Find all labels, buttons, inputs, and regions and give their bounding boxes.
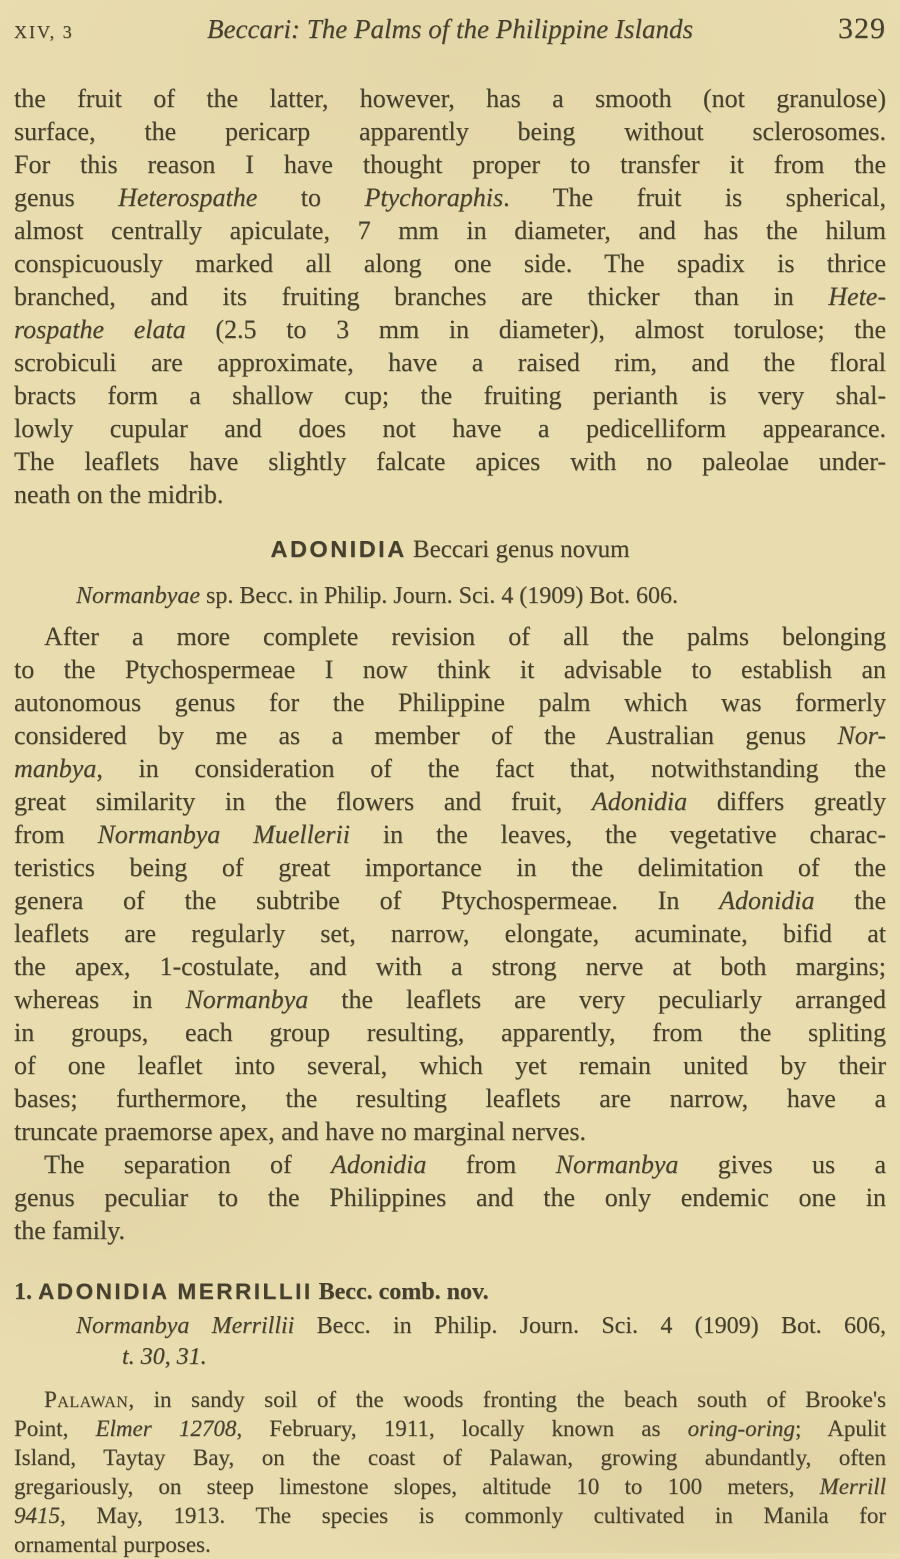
text-segment: genus peculiar to the Philippines and the only endemic one in [14, 1183, 886, 1212]
text-line [14, 1443, 886, 1472]
text-segment: conspicuously marked all along one side. The spadix is thrice [14, 249, 886, 278]
genus-citation [14, 580, 886, 612]
bold-text: Becc. comb. nov. [312, 1279, 489, 1305]
text-line [14, 785, 886, 818]
text-segment: Point, [14, 1416, 96, 1441]
text-line [14, 1148, 886, 1181]
italic-text: Adonidia [591, 787, 688, 816]
italic-text: 9415 [14, 1503, 60, 1528]
text-segment: considered by me as a member of the Australian genus [14, 721, 838, 750]
text-line [76, 580, 836, 612]
text-segment: in the leaves, the vegetative charac- [349, 820, 886, 849]
running-title: Beccari: The Palms of the Philippine Islands [207, 14, 693, 44]
bold-text: 1. [14, 1279, 38, 1305]
text-line [14, 1082, 886, 1115]
italic-text: rospathe elata [14, 315, 186, 344]
text-segment: bases; furthermore, the resulting leaflets are narrow, have a [14, 1084, 886, 1113]
italic-text: Merrill [819, 1474, 886, 1499]
text-segment: sp. Becc. in Philip. Journ. Sci. 4 (1909) Bot. 606. [199, 583, 678, 609]
text-segment: leaflets are regularly set, narrow, elongate, acuminate, bifid at [14, 919, 886, 948]
text-segment: truncate praemorse apex, and have no marginal nerves. [14, 1117, 586, 1146]
text-line [14, 115, 886, 148]
text-segment: Beccari genus novum [406, 536, 630, 563]
text-line [14, 950, 886, 983]
text-line [14, 719, 886, 752]
text-segment: to the Ptychospermeae I now think it advisable to establish an [14, 655, 886, 684]
text-segment: the family. [14, 1216, 125, 1245]
text-segment: ; Apulit [794, 1416, 886, 1441]
text-line [76, 1342, 886, 1373]
text-line [14, 851, 886, 884]
text-segment: teristics being of great importance in the delimitation of the [14, 853, 886, 882]
text-segment: genus [14, 183, 119, 212]
text-segment: differs greatly [687, 787, 886, 816]
discussion-paragraph [14, 620, 886, 1148]
text-segment: , May, 1913. The species is commonly cultivated in Manila for [60, 1503, 886, 1528]
text-segment: branched, and its fruiting branches are thicker than in [14, 282, 829, 311]
text-line [14, 1181, 886, 1214]
text-segment: autonomous genus for the Philippine palm which was formerly [14, 688, 886, 717]
text-segment: gregariously, on steep limestone slopes, altitude 10 to 100 meters, [14, 1474, 820, 1499]
text-line [14, 1016, 886, 1049]
text-segment: The leaflets have slightly falcate apices with no paleolae under- [14, 447, 886, 476]
text-line [14, 379, 886, 412]
italic-text: Normanbya Muellerii [97, 820, 350, 849]
text-segment: the apex, 1-costulate, and with a strong nerve at both margins; [14, 952, 886, 981]
italic-text: Heterospathe [118, 183, 258, 212]
text-line [14, 752, 886, 785]
text-line [14, 1385, 886, 1414]
text-segment: whereas in [14, 985, 186, 1014]
text-line [14, 983, 886, 1016]
text-segment: For this reason I have thought proper to transfer it from the [14, 150, 886, 179]
page-header [14, 12, 886, 46]
species-citation [14, 1311, 886, 1373]
text-segment: genera of the subtribe of Ptychospermeae. In [14, 886, 720, 915]
text-line [14, 1115, 886, 1148]
text-segment: the leaflets are very peculiarly arranged [308, 985, 886, 1014]
text-segment: in groups, each group resulting, apparently, from the spliting [14, 1018, 886, 1047]
text-segment: ornamental purposes. [14, 1532, 211, 1557]
text-segment: , in sandy soil of the woods fronting the beach south of Brooke's [128, 1387, 886, 1412]
text-segment: of one leaflet into several, which yet remain united by their [14, 1051, 886, 1080]
bold-sans-text: ADONIDIA MERRILLII [38, 1279, 313, 1304]
text-line [14, 653, 886, 686]
text-segment: scrobiculi are approximate, have a raised rim, and the floral [14, 348, 886, 377]
species-heading [14, 1277, 886, 1307]
genus-heading [14, 533, 886, 566]
italic-text: Adonidia [719, 886, 815, 915]
text-segment: The separation of [44, 1150, 331, 1179]
text-segment: great similarity in the flowers and fruit, [14, 787, 592, 816]
text-line [14, 884, 886, 917]
text-line [14, 1501, 886, 1530]
text-segment: , February, 1911, locally known as [236, 1416, 688, 1441]
text-segment: , in consideration of the fact that, notwithstanding the [96, 754, 886, 783]
text-segment: from [14, 820, 98, 849]
text-line [14, 181, 886, 214]
text-line [14, 82, 886, 115]
text-line [14, 1277, 886, 1307]
text-segment: Becc. in Philip. Journ. Sci. 4 (1909) Bot. 606, [294, 1313, 886, 1339]
page-number: 329 [838, 12, 886, 45]
italic-text: Adonidia [331, 1150, 427, 1179]
smallcaps-text: Palawan [44, 1387, 129, 1412]
text-segment: After a more complete revision of all the palms belonging [44, 622, 886, 651]
text-line [14, 1472, 886, 1501]
text-line [14, 686, 886, 719]
text-line [14, 818, 886, 851]
text-line [14, 1530, 886, 1559]
text-segment: from [426, 1150, 556, 1179]
text-line [14, 620, 886, 653]
italic-text: Normanbya [555, 1150, 679, 1179]
italic-text: oring-oring [687, 1416, 795, 1441]
text-line [14, 1049, 886, 1082]
italic-text: Hete- [828, 282, 886, 311]
text-line [14, 214, 886, 247]
intro-paragraph [14, 82, 886, 511]
text-segment: the fruit of the latter, however, has a smooth (not granulose) [14, 84, 886, 113]
text-line [14, 148, 886, 181]
bold-sans-text: ADONIDIA [270, 536, 407, 562]
italic-text: manbya [14, 754, 97, 783]
text-line [14, 917, 886, 950]
italic-text: Ptychoraphis [364, 183, 504, 212]
text-segment: the [814, 886, 886, 915]
italic-text: Normanbya [185, 985, 309, 1014]
text-line [14, 1214, 886, 1247]
italic-text: Nor- [837, 721, 886, 750]
text-segment: (2.5 to 3 mm in diameter), almost torulose; the [185, 315, 886, 344]
text-segment: almost centrally apiculate, 7 mm in diameter, and has the hilum [14, 216, 886, 245]
text-segment: to [257, 183, 365, 212]
text-segment: surface, the pericarp apparently being without sclerosomes. [14, 117, 886, 146]
text-line [76, 1311, 886, 1342]
text-line [14, 478, 886, 511]
italic-text: Normanbyae [76, 583, 200, 609]
text-line [14, 445, 886, 478]
distribution-paragraph [14, 1385, 886, 1559]
italic-text: t. 30, 31. [122, 1344, 207, 1370]
text-segment: Island, Taytay Bay, on the coast of Palawan, growing abundantly, often [14, 1445, 886, 1470]
text-segment: neath on the midrib. [14, 480, 224, 509]
text-segment: bracts form a shallow cup; the fruiting perianth is very shal- [14, 381, 886, 410]
italic-text: Normanbya Merrillii [76, 1313, 295, 1339]
text-line [14, 412, 886, 445]
text-line [14, 280, 886, 313]
text-line [14, 313, 886, 346]
text-line [14, 247, 886, 280]
page-body [14, 82, 886, 1559]
text-line [14, 533, 886, 566]
text-line [14, 346, 886, 379]
text-segment: gives us a [678, 1150, 886, 1179]
text-segment: lowly cupular and does not have a pedicelliform appearance. [14, 414, 886, 443]
text-line [14, 1414, 886, 1443]
text-segment: . The fruit is spherical, [503, 183, 886, 212]
italic-text: Elmer 12708 [95, 1416, 237, 1441]
separation-paragraph [14, 1148, 886, 1247]
issue-number: XIV, 3 [14, 22, 74, 42]
